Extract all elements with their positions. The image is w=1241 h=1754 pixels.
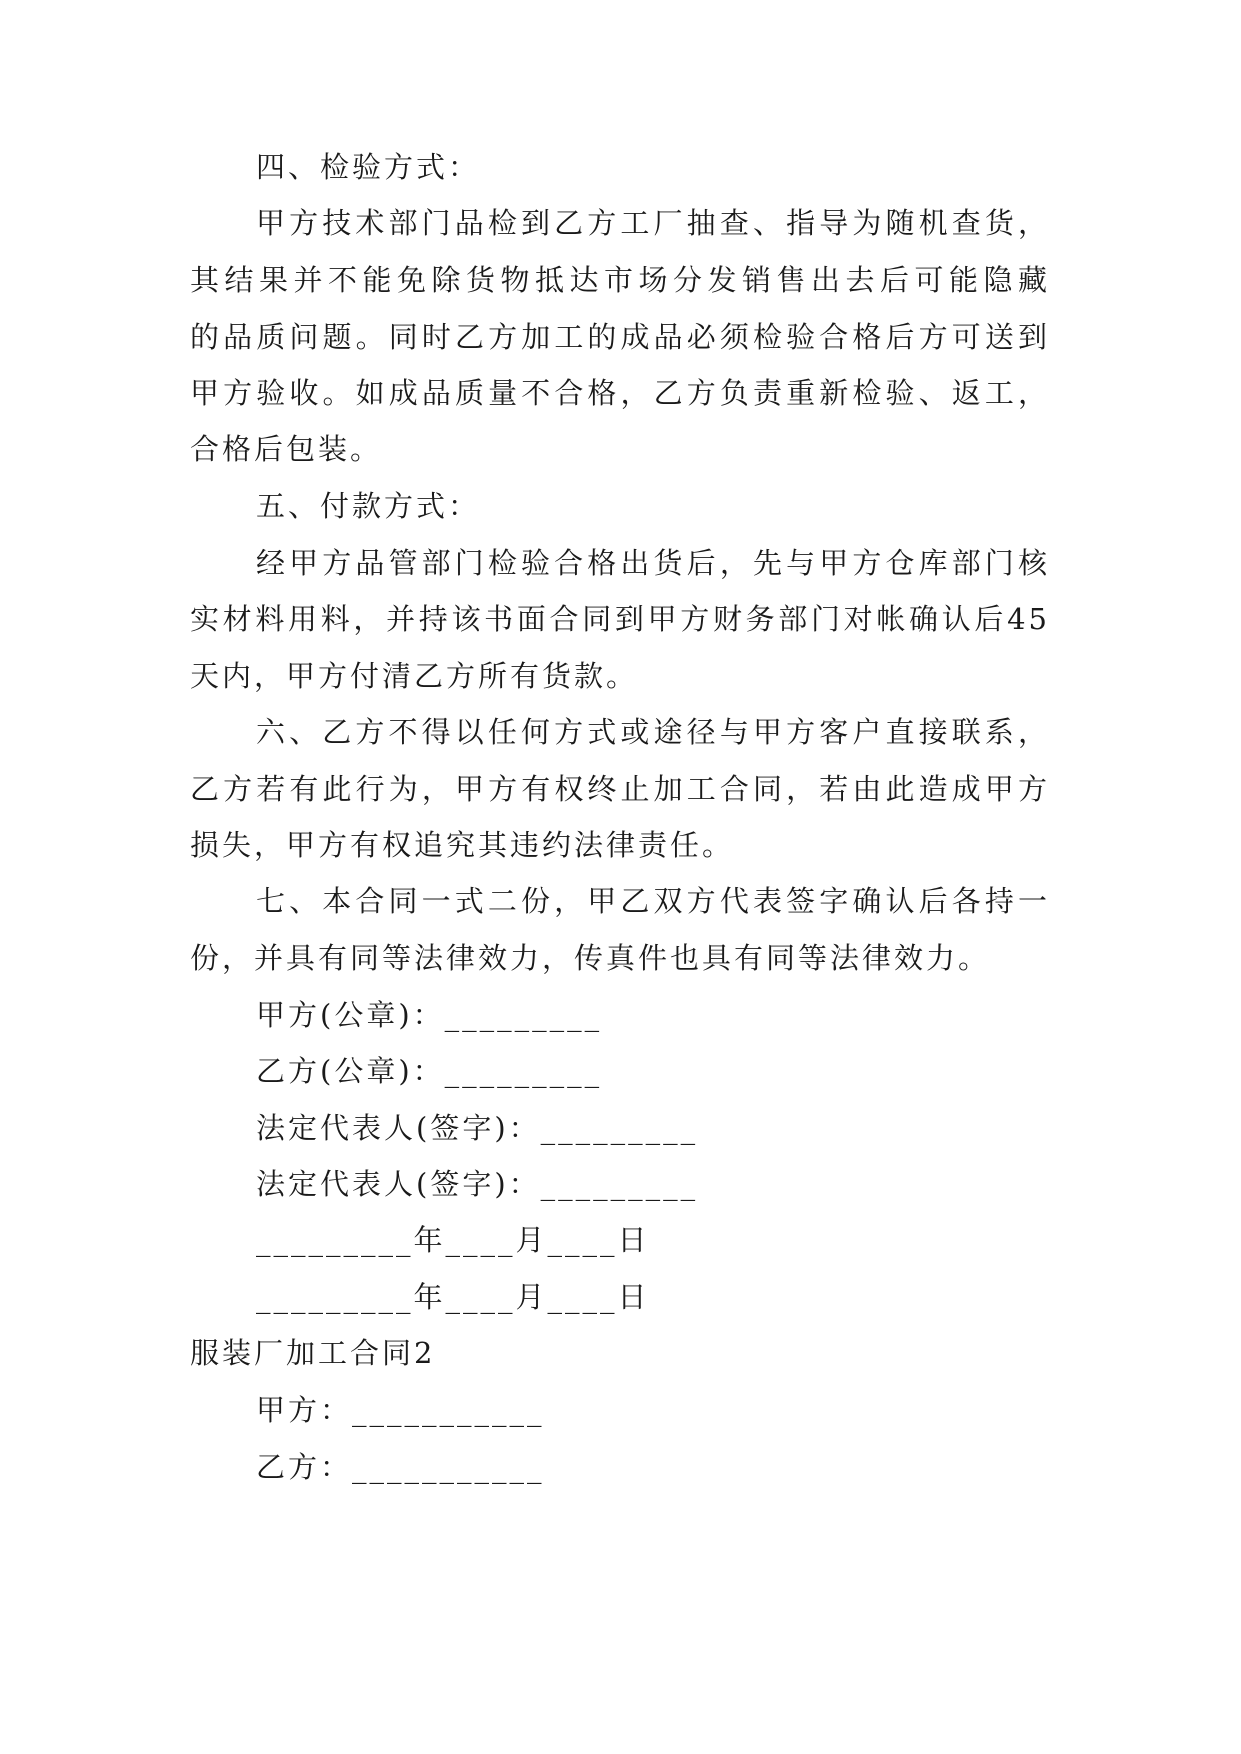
date-line-2: _________年____月____日: [256, 1280, 650, 1314]
contract-2-title: 服装厂加工合同2: [190, 1336, 436, 1370]
section-4-line-2: 其结果并不能免除货物抵达市场分发销售出去后可能隐藏: [190, 263, 1050, 297]
section-7-line-1: 七、本合同一式二份，甲乙双方代表签字确认后各持一: [256, 884, 1050, 918]
legal-rep-signature-1: 法定代表人(签字)：_________: [256, 1111, 699, 1145]
section-5-line-3: 天内，甲方付清乙方所有货款。: [190, 659, 639, 693]
section-6-line-2: 乙方若有此行为，甲方有权终止加工合同，若由此造成甲方: [190, 772, 1050, 806]
section-4-line-4: 甲方验收。如成品质量不合格，乙方负责重新检验、返工，: [190, 376, 1050, 410]
date-line-1: _________年____月____日: [256, 1223, 650, 1257]
section-6-line-1: 六、乙方不得以任何方式或途径与甲方客户直接联系，: [256, 715, 1050, 749]
section-5-line-2: 实材料用料，并持该书面合同到甲方财务部门对帐确认后45: [190, 602, 1050, 636]
section-7-line-2: 份，并具有同等法律效力，传真件也具有同等法律效力。: [190, 941, 991, 975]
party-b-seal-field: 乙方(公章)：_________: [256, 1054, 603, 1088]
section-6-line-3: 损失，甲方有权追究其违约法律责任。: [190, 828, 735, 862]
section-4-line-1: 甲方技术部门品检到乙方工厂抽查、指导为随机查货，: [256, 206, 1050, 240]
section-5-line-1: 经甲方品管部门检验合格出货后，先与甲方仓库部门核: [256, 546, 1050, 580]
section-4-line-5: 合格后包装。: [190, 432, 383, 466]
section-4-line-3: 的品质问题。同时乙方加工的成品必须检验合格后方可送到: [190, 320, 1050, 354]
contract-2-party-b: 乙方：___________: [256, 1450, 545, 1484]
legal-rep-signature-2: 法定代表人(签字)：_________: [256, 1167, 699, 1201]
party-a-seal-field: 甲方(公章)：_________: [256, 998, 603, 1032]
section-5-heading: 五、付款方式：: [256, 489, 481, 523]
section-4-heading: 四、检验方式：: [256, 150, 481, 184]
contract-2-party-a: 甲方：___________: [256, 1393, 545, 1427]
